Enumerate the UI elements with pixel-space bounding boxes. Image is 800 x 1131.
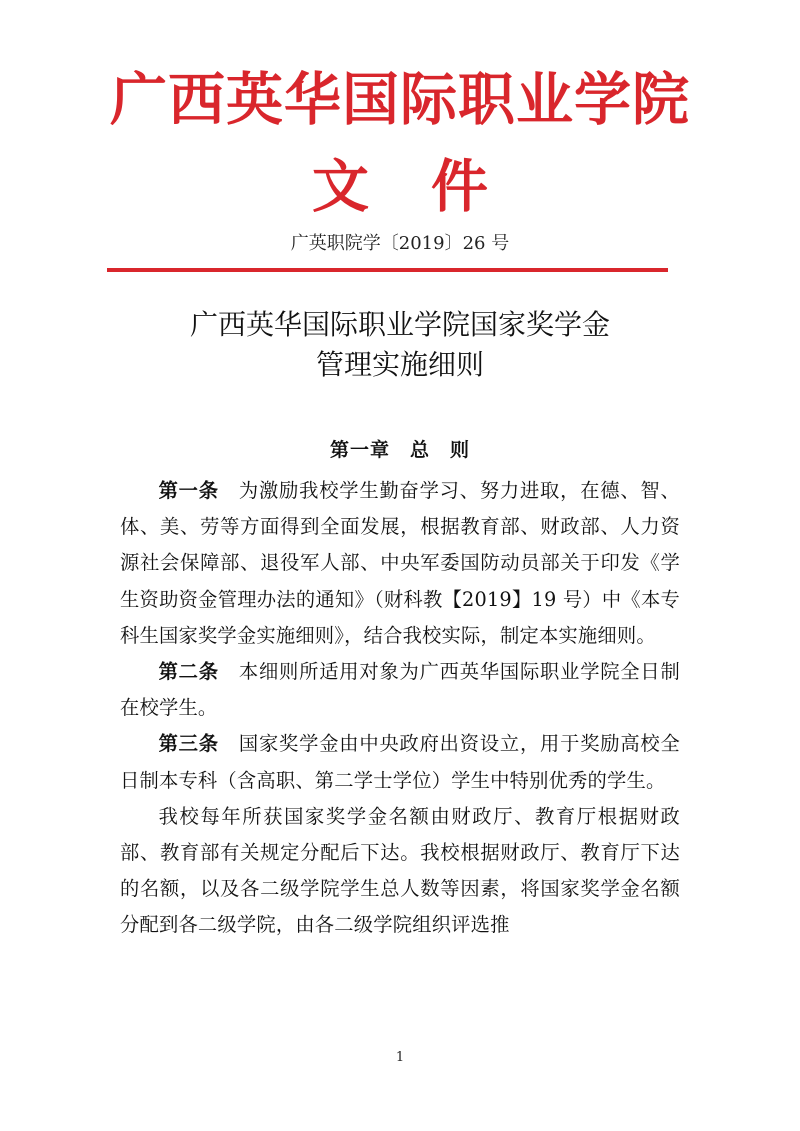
title-line-1: 广西英华国际职业学院国家奖学金 (189, 308, 610, 341)
body-paragraph: 我校每年所获国家奖学金名额由财政厅、教育厅根据财政部、教育部有关规定分配后下达。我校根据财政厅、教育厅下达的名额，以及各二级学院学生总人数等因素，将国家奖学金名额分配到各二级学院，由各二级学院组织评选推 (120, 804, 680, 937)
title-line-2: 管理实施细则 (315, 348, 484, 381)
document-number: 广英职院学〔2019〕26 号 (290, 233, 510, 254)
article-text: 本细则所适用对象为广西英华国际职业学院全日制在校学生。 (120, 660, 680, 720)
article-1 (120, 473, 680, 654)
page-number: 1 (395, 1050, 405, 1065)
chapter-heading: 第一章 总 则 (329, 439, 470, 461)
document-title (100, 305, 700, 385)
article-2 (120, 654, 680, 726)
document-body (120, 473, 680, 944)
article-label: 第三条 (158, 732, 219, 756)
article-label: 第一条 (158, 479, 219, 502)
article-label: 第二条 (158, 660, 219, 684)
article-text: 国家奖学金由中央政府出资设立，用于奖励高校全日制本专科（含高职、第二学士学位）学生中特别优秀的学生。 (120, 732, 680, 792)
org-name-header: 广西英华国际职业学院 (110, 66, 690, 133)
red-header-rule (107, 268, 668, 272)
doc-type-header: 文件 (312, 153, 550, 220)
article-text: 为激励我校学生勤奋学习、努力进取，在德、智、体、美、劳等方面得到全面发展，根据教育部、财政部、人力资源社会保障部、退役军人部、中央军委国防动员部关于印发《学生资助资金管理办法的通知》（财科教【2019】19 号）中《本专科生国家奖学金实施细则》，结合我校实际，制定本实施细则。 (120, 479, 680, 647)
article-3 (120, 726, 680, 798)
